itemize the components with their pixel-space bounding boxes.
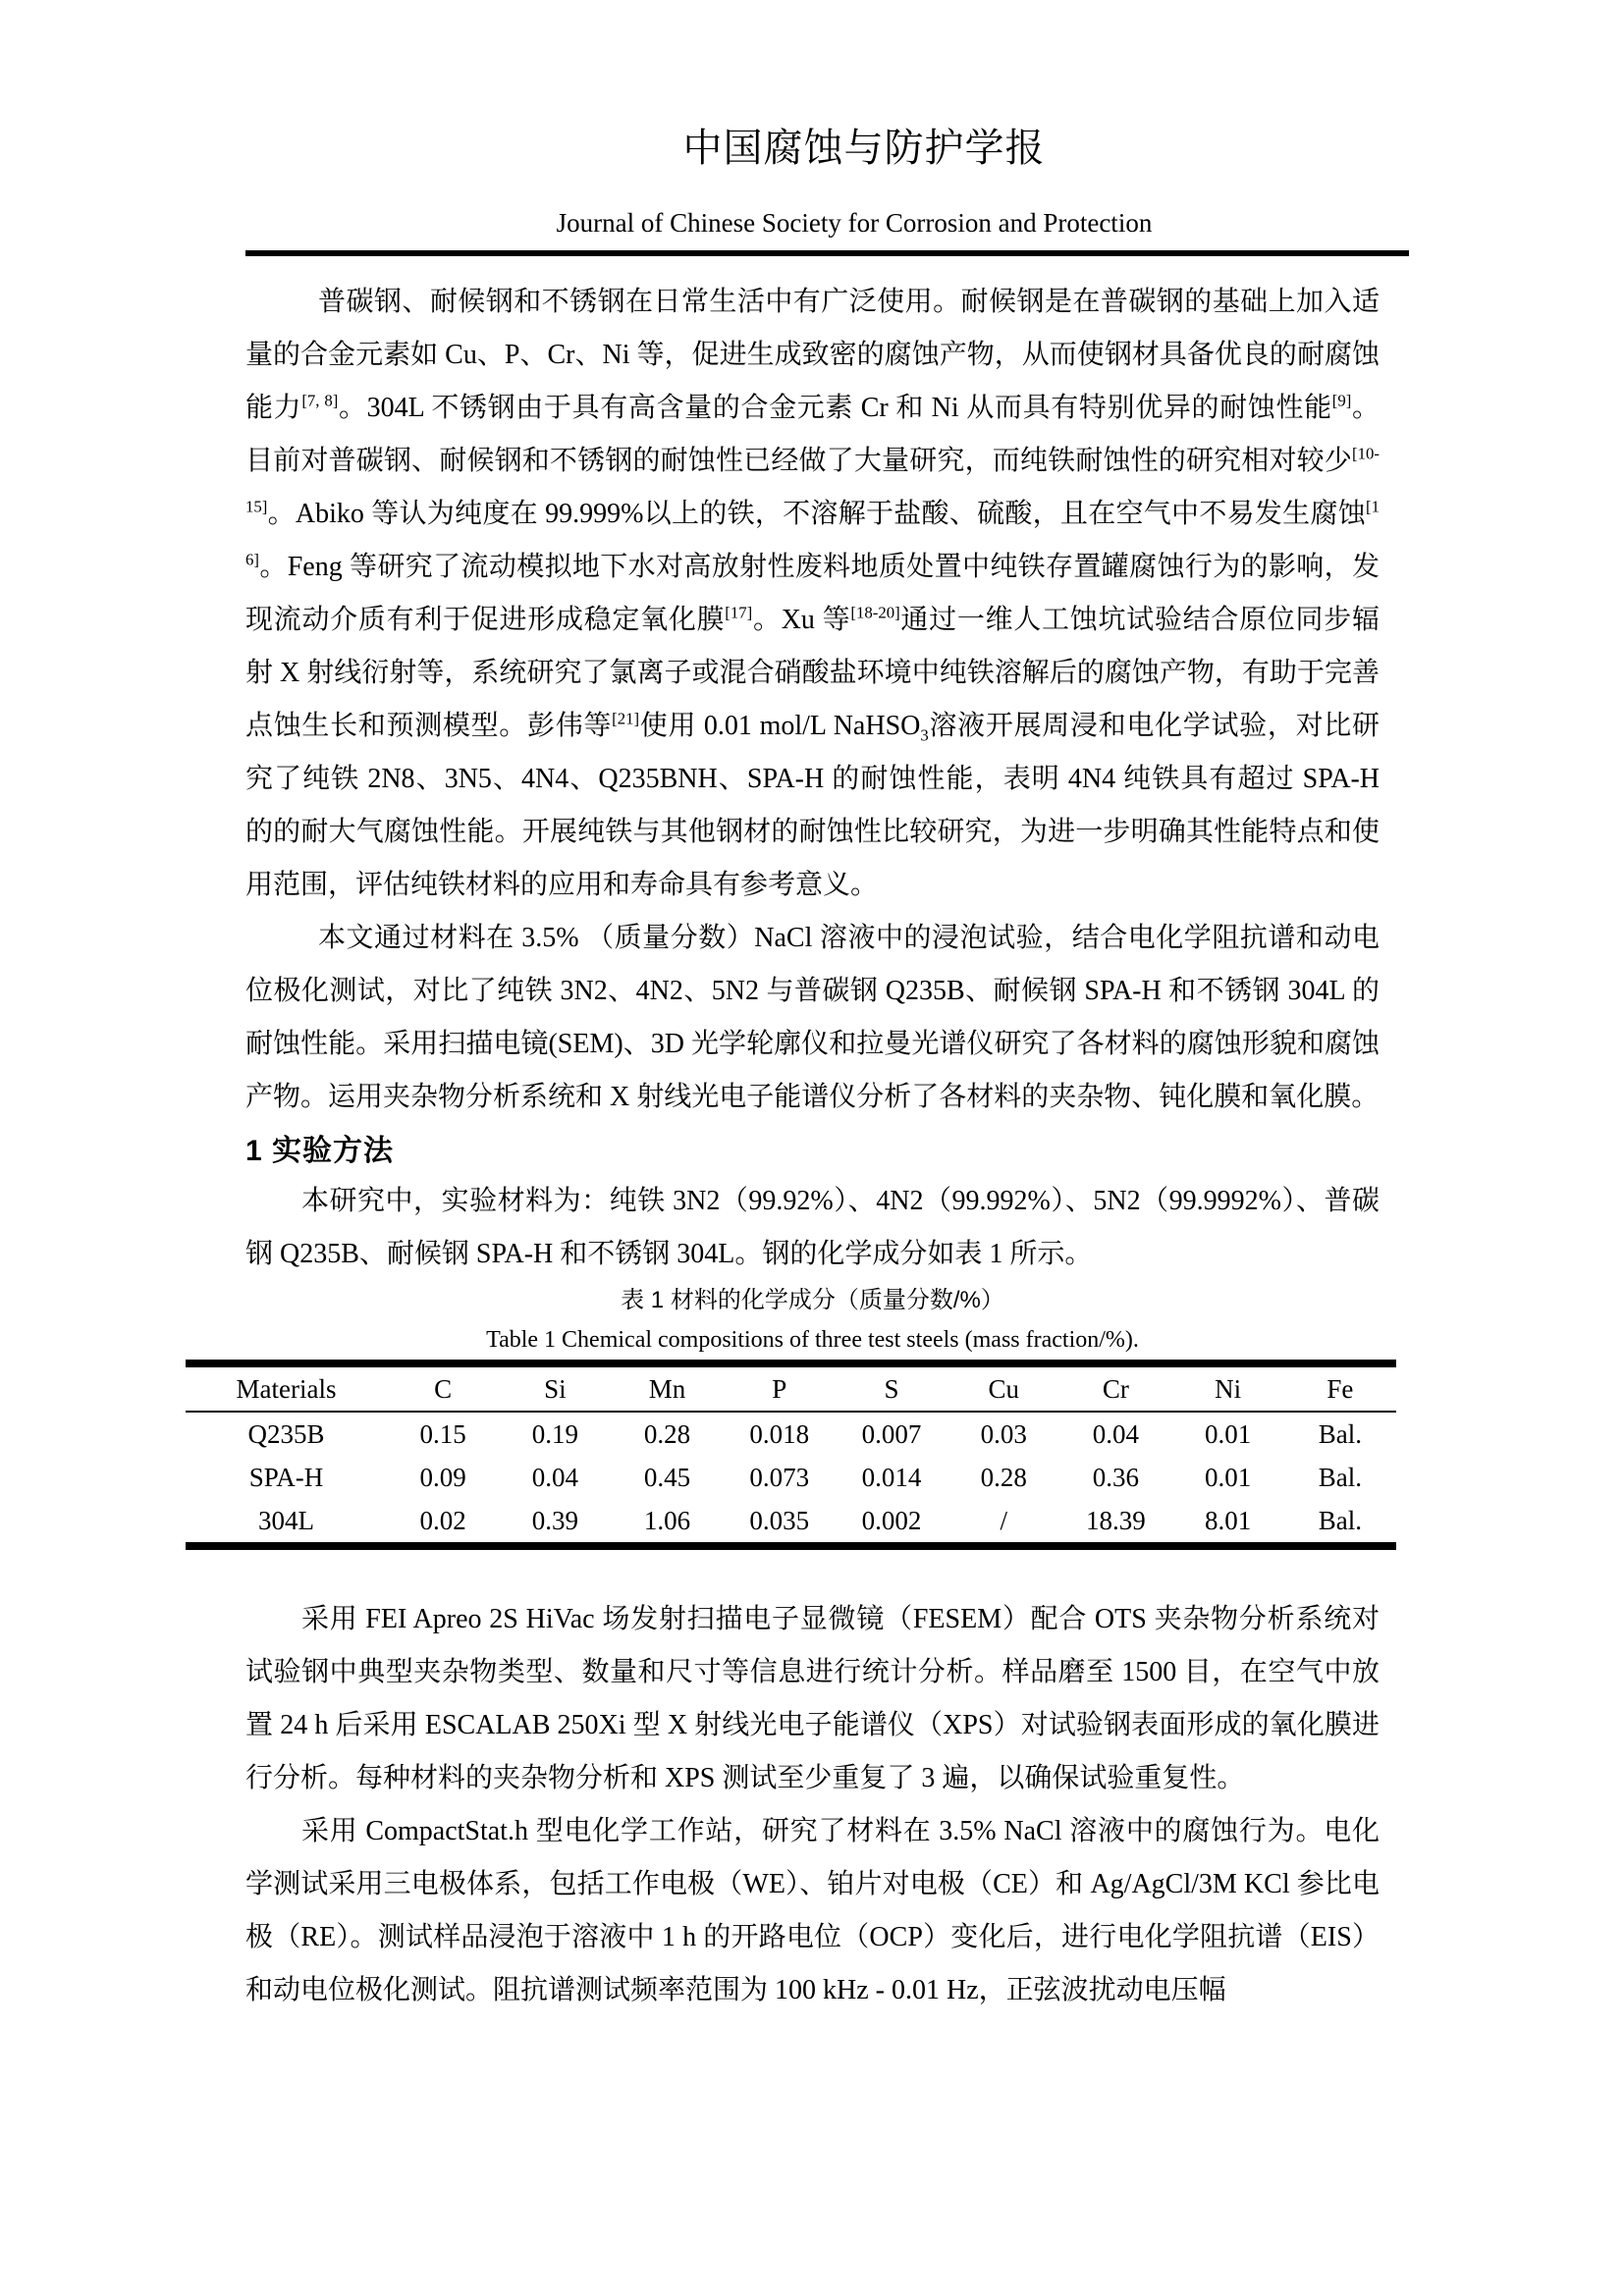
table-cell: Bal. bbox=[1318, 1418, 1362, 1449]
column-header: Mn bbox=[611, 1363, 723, 1412]
column-header: Ni bbox=[1172, 1363, 1284, 1412]
composition-table-wrapper bbox=[186, 1360, 1396, 1550]
text-run: 。304L 不锈钢由于具有高含量的合金元素 Cr 和 Ni 从而具有特别优异的耐蚀性能 bbox=[338, 393, 1332, 423]
table-cell: 0.04 bbox=[531, 1462, 578, 1492]
column-header: S bbox=[836, 1363, 947, 1412]
table-cell: 0.36 bbox=[1092, 1462, 1140, 1492]
column-header: C bbox=[387, 1363, 499, 1412]
table-cell: 0.018 bbox=[749, 1418, 810, 1449]
column-header: Cu bbox=[947, 1363, 1059, 1412]
citation-superscript: [16] bbox=[245, 497, 1380, 569]
column-header: Materials bbox=[186, 1363, 387, 1412]
section-1-paragraph-1 bbox=[245, 1175, 1380, 1281]
method-paragraph-1 bbox=[245, 1593, 1380, 1805]
citation-superscript: [9] bbox=[1331, 391, 1352, 410]
journal-title-en: Journal of Chinese Society for Corrosion and Protection bbox=[556, 208, 1153, 238]
table-cell: 0.19 bbox=[531, 1418, 578, 1449]
table-cell: 0.09 bbox=[419, 1462, 466, 1492]
table-cell: SPA-H bbox=[248, 1462, 324, 1492]
text-run: 。目前对普碳钢、耐候钢和不锈钢的耐蚀性已经做了大量研究，而纯铁耐蚀性的研究相对较少 bbox=[245, 393, 1380, 476]
table-cell: 0.014 bbox=[861, 1462, 922, 1492]
text-run: 。Abiko 等认为纯度在 99.999%以上的铁，不溶解于盐酸、硫酸，且在空气中不易发生腐蚀 bbox=[267, 499, 1367, 529]
table-cell: 0.15 bbox=[419, 1418, 466, 1449]
text-run: 使用 0.01 mol/L NaHSO bbox=[639, 711, 921, 741]
table-cell: 0.45 bbox=[643, 1462, 691, 1492]
table-cell: 0.28 bbox=[643, 1418, 691, 1449]
section-heading-experimental-method: 1 实验方法 bbox=[245, 1135, 395, 1167]
page-body bbox=[236, 276, 1380, 2017]
chemical-subscript: 3 bbox=[920, 725, 929, 745]
table-cell: / bbox=[1000, 1505, 1007, 1535]
table-cell: 0.035 bbox=[749, 1505, 810, 1535]
citation-superscript: [10-15] bbox=[245, 444, 1380, 516]
table-cell: Bal. bbox=[1318, 1505, 1362, 1535]
table-cell: 0.01 bbox=[1205, 1462, 1252, 1492]
table-row bbox=[186, 1499, 1396, 1546]
table-caption-en: Table 1 Chemical compositions of three test steels (mass fraction/%). bbox=[486, 1327, 1139, 1353]
column-header: Si bbox=[499, 1363, 611, 1412]
composition-table bbox=[186, 1360, 1396, 1550]
table-cell: 1.06 bbox=[643, 1505, 691, 1535]
intro-paragraph-1 bbox=[245, 276, 1380, 912]
table-cell: 0.073 bbox=[749, 1462, 810, 1492]
text-run: 本研究中，实验材料为：纯铁 3N2（99.92%）、4N2（99.992%）、5N2（99.9992%）、普碳钢 Q235B、耐候钢 SPA-H 和不锈钢 304L。钢的化学成分如表 1 所示。 bbox=[245, 1186, 1380, 1269]
text-run: 本文通过材料在 3.5% （质量分数）NaCl 溶液中的浸泡试验，结合电化学阻抗谱和动电位极化测试，对比了纯铁 3N2、4N2、5N2 与普碳钢 Q235B、耐候钢 SPA-H 和不锈钢 304L 的耐蚀性能。采用扫描电镜(SEM)、3D 光学轮廓仪和拉曼光谱仪研究了各材料的腐蚀形貌和腐蚀产物。运用夹杂物分析系统和 X 射线光电子能谱仪分析了各材料的夹杂物、钝化膜和氧化膜。 bbox=[245, 923, 1380, 1112]
table-cell: 304L bbox=[258, 1505, 314, 1535]
method-paragraph-2 bbox=[245, 1805, 1380, 2017]
table-cell: 0.007 bbox=[861, 1418, 922, 1449]
table-cell: 0.39 bbox=[531, 1505, 578, 1535]
column-header: Fe bbox=[1284, 1363, 1396, 1412]
text-run: 通过一维人工蚀坑试验结合原位同步辐射 X 射线衍射等，系统研究了氯离子或混合硝酸盐环境中纯铁溶解后的腐蚀产物，有助于完善点蚀生长和预测模型。彭伟等 bbox=[245, 605, 1380, 741]
text-run: 普碳钢、耐候钢和不锈钢在日常生活中有广泛使用。耐候钢是在普碳钢的基础上加入适量的合金元素如 Cu、P、Cr、Ni 等，促进生成致密的腐蚀产物，从而使钢材具备优良的耐腐蚀能力 bbox=[245, 287, 1380, 423]
table-cell: 0.01 bbox=[1205, 1418, 1252, 1449]
column-header: Cr bbox=[1059, 1363, 1171, 1412]
table-header-row bbox=[186, 1363, 1396, 1412]
text-run: 。Feng 等研究了流动模拟地下水对高放射性废料地质处置中纯铁存置罐腐蚀行为的影响，发现流动介质有利于促进形成稳定氧化膜 bbox=[245, 552, 1380, 635]
text-run: 。Xu 等 bbox=[752, 605, 851, 635]
text-run: 采用 FEI Apreo 2S HiVac 场发射扫描电子显微镜（FESEM）配合 OTS 夹杂物分析系统对试验钢中典型夹杂物类型、数量和尺寸等信息进行统计分析。样品磨至 1500 目，在空气中放置 24 h 后采用 ESCALAB 250Xi 型 X 射线光电子能谱仪（XPS）对试验钢表面形成的氧化膜进行分析。每种材料的夹杂物分析和 XPS 测试至少重复了 3 遍，以确保试验重复性。 bbox=[245, 1604, 1380, 1793]
table-cell: 0.28 bbox=[980, 1462, 1027, 1492]
intro-paragraph-2 bbox=[245, 912, 1380, 1124]
table-row bbox=[186, 1456, 1396, 1499]
table-cell: 0.04 bbox=[1092, 1418, 1140, 1449]
header-divider bbox=[245, 250, 1409, 256]
journal-title-cn: 中国腐蚀与防护学报 bbox=[682, 126, 1046, 170]
composition-table-body bbox=[186, 1412, 1396, 1546]
citation-superscript: [17] bbox=[725, 603, 753, 622]
composition-table-header bbox=[186, 1363, 1396, 1412]
column-header: P bbox=[724, 1363, 836, 1412]
citation-superscript: [21] bbox=[612, 709, 640, 728]
table-cell: Q235B bbox=[247, 1418, 325, 1449]
text-run: 溶液开展周浸和电化学试验，对比研究了纯铁 2N8、3N5、4N4、Q235BNH、SPA-H 的耐蚀性能，表明 4N4 纯铁具有超过 SPA-H 的的耐大气腐蚀性能。开展纯铁与其他钢材的耐蚀性比较研究，为进一步明确其性能特点和使用范围，评估纯铁材料的应用和寿命具有参考意义。 bbox=[245, 711, 1380, 900]
table-row bbox=[186, 1412, 1396, 1456]
table-cell: Bal. bbox=[1318, 1462, 1362, 1492]
table-cell: 0.03 bbox=[980, 1418, 1027, 1449]
table-cell: 0.002 bbox=[861, 1505, 922, 1535]
table-cell: 8.01 bbox=[1205, 1505, 1252, 1535]
citation-superscript: [7, 8] bbox=[301, 391, 339, 410]
text-run: 采用 CompactStat.h 型电化学工作站，研究了材料在 3.5% NaCl 溶液中的腐蚀行为。电化学测试采用三电极体系，包括工作电极（WE）、铂片对电极（CE）和 Ag/AgCl/3M KCl 参比电极（RE）。测试样品浸泡于溶液中 1 h 的开路电位（OCP）变化后，进行电化学阻抗谱（EIS）和动电位极化测试。阻抗谱测试频率范围为 100 kHz - 0.01 Hz，正弦波扰动电压幅 bbox=[245, 1816, 1380, 2005]
table-cell: 0.02 bbox=[419, 1505, 466, 1535]
table-caption-cn: 表 1 材料的化学成分（质量分数/%） bbox=[621, 1287, 1004, 1313]
table-cell: 18.39 bbox=[1086, 1505, 1146, 1535]
citation-superscript: [18-20] bbox=[850, 603, 900, 622]
